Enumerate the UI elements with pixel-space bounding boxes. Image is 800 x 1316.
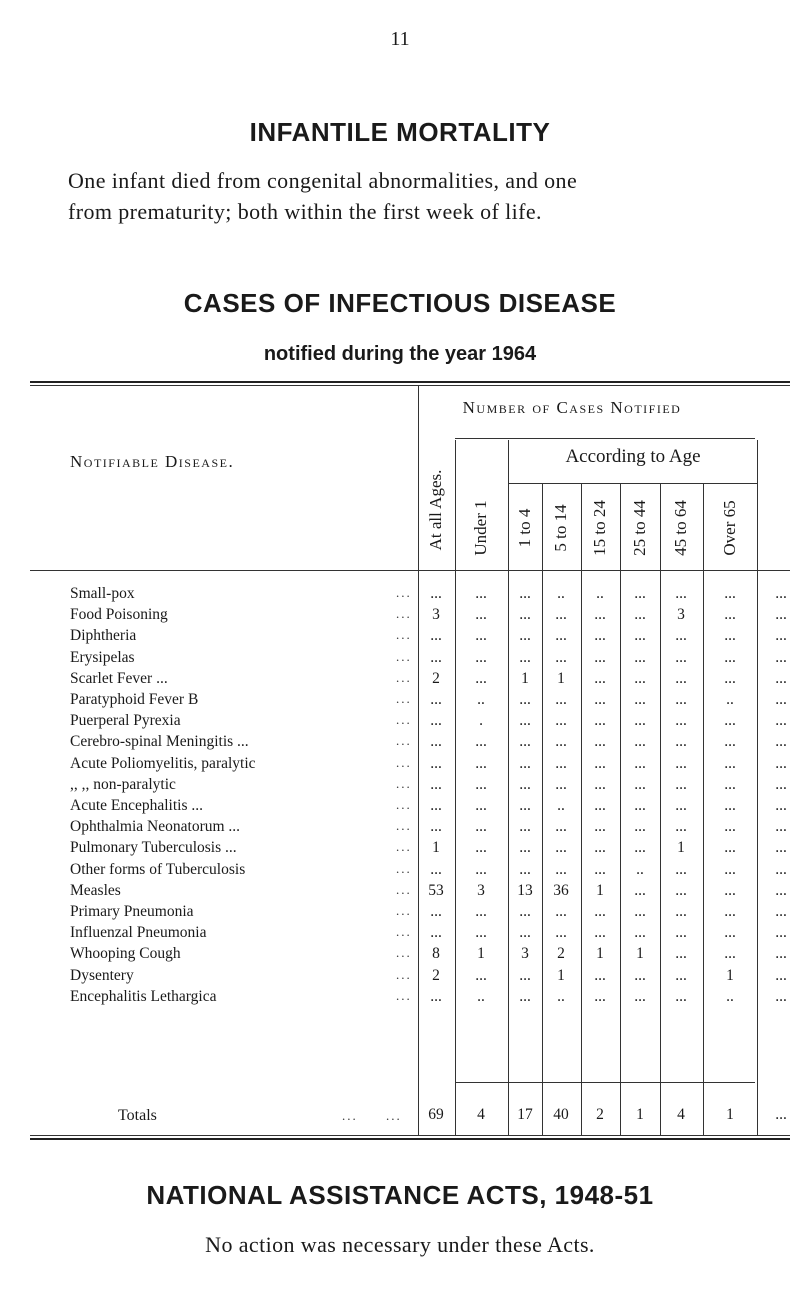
table-cell: ... [519,839,531,857]
disease-label: Diphtheria [70,627,137,645]
leader-dots: ... [396,966,412,982]
table-vline [581,484,582,1136]
table-cell: ... [634,924,646,942]
table-cell: ... [475,669,487,687]
table-cell: ... [675,924,687,942]
leader-dots: ... [396,945,412,961]
table-vline [508,440,509,1136]
totals-cell: 17 [517,1106,533,1123]
table-cell: ... [675,669,687,687]
disease-label: Paratyphoid Fever B [70,691,199,708]
table-cell: 3 [521,945,529,963]
table-cell: ... [634,691,646,708]
table-cell: .. [726,691,734,708]
table-cell: ... [675,966,687,984]
table-vline [703,484,704,1136]
table-cell: ... [519,987,531,1005]
table-cell: ... [430,860,442,878]
totals-cell: 1 [726,1106,734,1123]
table-cell: ... [430,924,442,942]
disease-label: Erysipelas [70,648,135,666]
leader-dots: ... [386,1108,402,1123]
leader-dots: ... [396,712,412,728]
disease-label: Small-pox [70,585,135,602]
table-cell: ... [594,775,606,793]
table-cell: ... [634,585,646,602]
table-cell: ... [519,627,531,645]
leader-dots: ... [396,924,412,940]
totals-extra: ... [775,1106,787,1123]
national-assistance-text: No action was necessary under these Acts. [205,1232,595,1257]
table-cell: ... [475,606,487,624]
table-cell: ... [724,945,736,963]
table-cell: ... [430,733,442,751]
table-cell: .. [557,987,565,1005]
infantile-paragraph-line-1: One infant died from congenital abnormalities, and one [68,168,578,193]
table-cell: ... [555,775,567,793]
table-cell: ... [519,860,531,878]
table-cell: ... [675,627,687,645]
leader-dots: ... [396,606,412,622]
table-cell: ... [675,987,687,1005]
table-cell: ... [675,712,687,730]
table-cell: ... [634,839,646,857]
table-cell: ... [724,712,736,730]
disease-label: Influenzal Pneumonia [70,924,207,942]
disease-label: Dysentery [70,966,134,984]
table-cell: ... [475,924,487,942]
header-45-to-64: 45 to 64 [671,500,690,556]
disease-label: Measles [70,881,121,899]
table-cell: ... [555,627,567,645]
disease-label: Food Poisoning [70,606,168,624]
cases-subheading: notified during the year 1964 [263,343,537,365]
table-cell: ... [724,648,736,666]
table-cell: ... [724,860,736,878]
leader-dots: ... [396,648,412,664]
trailing-dots: ... [775,881,787,899]
table-cell: ... [555,712,567,730]
table-cell: ... [475,860,487,878]
trailing-dots: ... [775,606,787,624]
disease-label: Primary Pneumonia [70,903,194,920]
table-cell: ... [634,627,646,645]
totals-cell: 4 [477,1106,485,1123]
header-15-to-24: 15 to 24 [590,500,609,556]
table-cell: 2 [432,669,440,687]
table-top-rule-inner [30,385,790,386]
leader-dots: ... [396,669,412,685]
infantile-paragraph-line-2: from prematurity; both within the first week of life. [68,199,542,224]
table-cell: ... [519,966,531,984]
header-under-1: Under 1 [471,500,490,556]
table-cell: 8 [432,945,440,963]
leader-dots: ... [396,839,412,855]
table-cell: ... [555,606,567,624]
table-cell: ... [675,648,687,666]
trailing-dots: ... [775,945,787,963]
trailing-dots: ... [775,712,787,730]
table-cell: ... [430,903,442,920]
table-cell: ... [724,881,736,899]
table-vline [455,440,456,1136]
table-cell: ... [430,585,442,602]
table-cell: ... [594,754,606,772]
table-cell: ... [475,966,487,984]
table-cell: 1 [596,881,604,899]
table-cell: ... [724,754,736,772]
table-cell: ... [594,839,606,857]
table-cell: ... [475,839,487,857]
table-cell: ... [430,754,442,772]
age-group-header: According to Age [565,446,701,467]
table-cell: ... [634,966,646,984]
table-cell: ... [430,627,442,645]
table-cell: 1 [677,839,685,857]
table-cell: ... [594,903,606,920]
trailing-dots: ... [775,839,787,857]
table-cell: .. [636,860,644,878]
disease-label: ,, ,, non-paralytic [70,775,176,793]
table-cell: ... [519,818,531,836]
group-header-rule [455,438,755,439]
disease-label: Other forms of Tuberculosis [70,860,246,878]
table-cell: 36 [553,881,569,899]
disease-label: Puerperal Pyrexia [70,712,181,730]
table-cell: 1 [477,945,485,963]
table-cell: ... [475,818,487,836]
table-cell: ... [724,669,736,687]
table-cell: ... [634,881,646,899]
table-cell: ... [519,775,531,793]
table-cell: 53 [428,881,444,899]
leader-dots: ... [396,585,412,600]
table-cell: ... [724,733,736,751]
table-cell: ... [430,775,442,793]
table-top-rule [30,381,790,383]
table-cell: ... [519,797,531,814]
leader-dots: ... [396,881,412,897]
table-cell: ... [724,903,736,920]
table-cell: ... [475,797,487,814]
group-header: Number of Cases Notified [462,398,682,417]
table-cell: 2 [557,945,565,963]
table-cell: ... [475,585,487,602]
table-cell: ... [519,754,531,772]
trailing-dots: ... [775,987,787,1005]
table-vline [418,386,419,1136]
table-cell: ... [724,924,736,942]
totals-cell: 4 [677,1106,685,1123]
table-cell: .. [557,797,565,814]
table-cell: ... [555,754,567,772]
table-cell: ... [675,691,687,708]
disease-label: Pulmonary Tuberculosis ... [70,839,237,857]
table-cell: ... [594,733,606,751]
table-cell: ... [475,648,487,666]
leader-dots: ... [396,797,412,812]
table-cell: ... [555,839,567,857]
table-cell: ... [519,733,531,751]
table-cell: ... [555,924,567,942]
table-cell: .. [477,691,485,708]
leader-dots: ... [396,775,412,791]
disease-label: Whooping Cough [70,945,181,963]
table-cell: ... [634,606,646,624]
table-cell: 1 [557,966,565,984]
table-cell: ... [475,733,487,751]
table-cell: ... [555,648,567,666]
totals-label: Totals [118,1107,157,1124]
table-cell: 1 [636,945,644,963]
header-25-to-44: 25 to 44 [630,500,649,556]
trailing-dots: ... [775,585,787,602]
table-cell: ... [594,818,606,836]
table-cell: ... [675,754,687,772]
table-cell: ... [519,712,531,730]
table-cell: ... [555,733,567,751]
table-cell: ... [634,818,646,836]
table-cell: ... [675,818,687,836]
table-cell: ... [430,818,442,836]
table-cell: ... [634,903,646,920]
table-cell: ... [634,754,646,772]
table-cell: ... [594,860,606,878]
table-cell: ... [675,585,687,602]
table-cell: ... [634,797,646,814]
table-cell: ... [724,775,736,793]
table-cell: ... [594,797,606,814]
table-vline [620,484,621,1136]
table-cell: ... [634,669,646,687]
trailing-dots: ... [775,818,787,836]
table-cell: . [479,712,483,730]
table-cell: ... [430,691,442,708]
trailing-dots: ... [775,966,787,984]
table-cell: ... [519,585,531,602]
table-cell: ... [675,881,687,899]
table-cell: ... [594,966,606,984]
national-assistance-heading: NATIONAL ASSISTANCE ACTS, 1948-51 [146,1180,654,1210]
table-cell: ... [634,987,646,1005]
table-cell: ... [594,712,606,730]
table-cell: .. [477,987,485,1005]
disease-label: Encephalitis Lethargica [70,987,217,1005]
leader-dots: ... [396,987,412,1003]
disease-label: Ophthalmia Neonatorum ... [70,818,241,836]
trailing-dots: ... [775,797,787,814]
totals-top-rule [455,1082,755,1083]
disease-label: Scarlet Fever ... [70,669,168,687]
table-cell: ... [594,648,606,666]
totals-cell: 40 [553,1106,569,1123]
table-cell: ... [475,627,487,645]
header-bottom-rule [30,570,790,571]
table-cell: ... [675,797,687,814]
table-cell: 1 [432,839,440,857]
table-cell: ... [594,627,606,645]
trailing-dots: ... [775,669,787,687]
table-cell: ... [555,818,567,836]
table-cell: 1 [521,669,529,687]
table-cell: ... [724,585,736,602]
leader-dots: ... [396,754,412,770]
table-cell: ... [675,945,687,963]
table-cell: 1 [557,669,565,687]
table-cell: ... [594,669,606,687]
header-over-65: Over 65 [720,500,739,556]
table-cell: ... [594,606,606,624]
table-cell: 1 [596,945,604,963]
table-vline [660,484,661,1136]
header-5-to-14: 5 to 14 [551,504,570,552]
table-cell: ... [634,775,646,793]
page-number: 11 [390,28,410,50]
table-vline [542,484,543,1136]
leader-dots: ... [396,691,412,706]
table-cell: 13 [517,881,533,899]
table-cell: .. [557,585,565,602]
table-cell: ... [430,712,442,730]
table-cell: ... [594,987,606,1005]
table-cell: ... [594,691,606,708]
trailing-dots: ... [775,924,787,942]
table-cell: ... [724,818,736,836]
table-cell: ... [634,648,646,666]
table-cell: 3 [432,606,440,624]
table-cell: 3 [477,881,485,899]
leader-dots: ... [396,818,412,834]
table-cell: ... [555,860,567,878]
table-cell: ... [475,754,487,772]
table-cell: 1 [726,966,734,984]
table-cell: ... [430,648,442,666]
totals-cell: 2 [596,1106,604,1123]
trailing-dots: ... [775,754,787,772]
table-cell: ... [724,839,736,857]
cases-heading: CASES OF INFECTIOUS DISEASE [183,288,617,318]
table-cell: .. [596,585,604,602]
table-cell: ... [430,987,442,1005]
trailing-dots: ... [775,903,787,920]
table-cell: ... [675,733,687,751]
disease-label: Acute Poliomyelitis, paralytic [70,754,256,772]
table-bottom-rule-outer [30,1138,790,1140]
disease-label: Acute Encephalitis ... [70,797,203,814]
trailing-dots: ... [775,648,787,666]
table-vline [757,440,758,1136]
trailing-dots: ... [775,775,787,793]
table-cell: ... [675,903,687,920]
leader-dots: ... [396,627,412,643]
header-at-all-ages: At all Ages. [426,469,445,551]
infantile-mortality-heading: INFANTILE MORTALITY [249,117,551,147]
table-cell: ... [675,775,687,793]
table-cell: ... [724,797,736,814]
table-cell: ... [475,775,487,793]
trailing-dots: ... [775,860,787,878]
table-cell: ... [519,924,531,942]
trailing-dots: ... [775,691,787,708]
leader-dots: ... [396,733,412,749]
table-cell: ... [519,606,531,624]
table-cell: ... [519,648,531,666]
table-cell: .. [726,987,734,1005]
table-cell: 2 [432,966,440,984]
table-cell: ... [634,712,646,730]
disease-column-header: Notifiable Disease. [70,452,235,471]
table-cell: ... [675,860,687,878]
trailing-dots: ... [775,733,787,751]
table-cell: ... [634,733,646,751]
table-cell: ... [594,924,606,942]
header-1-to-4: 1 to 4 [515,508,534,548]
table-cell: ... [724,606,736,624]
table-cell: ... [555,903,567,920]
trailing-dots: ... [775,627,787,645]
table-bottom-rule [30,1135,790,1136]
totals-cell: 69 [428,1106,444,1123]
table-cell: ... [519,691,531,708]
table-cell: ... [724,627,736,645]
disease-label: Cerebro-spinal Meningitis ... [70,733,249,751]
leader-dots: ... [396,860,412,876]
totals-cell: 1 [636,1106,644,1123]
table-cell: ... [519,903,531,920]
table-cell: 3 [677,606,685,624]
leader-dots: ... [396,903,412,918]
table-cell: ... [555,691,567,708]
table-cell: ... [430,797,442,814]
leader-dots: ... [342,1108,358,1123]
table-cell: ... [475,903,487,920]
